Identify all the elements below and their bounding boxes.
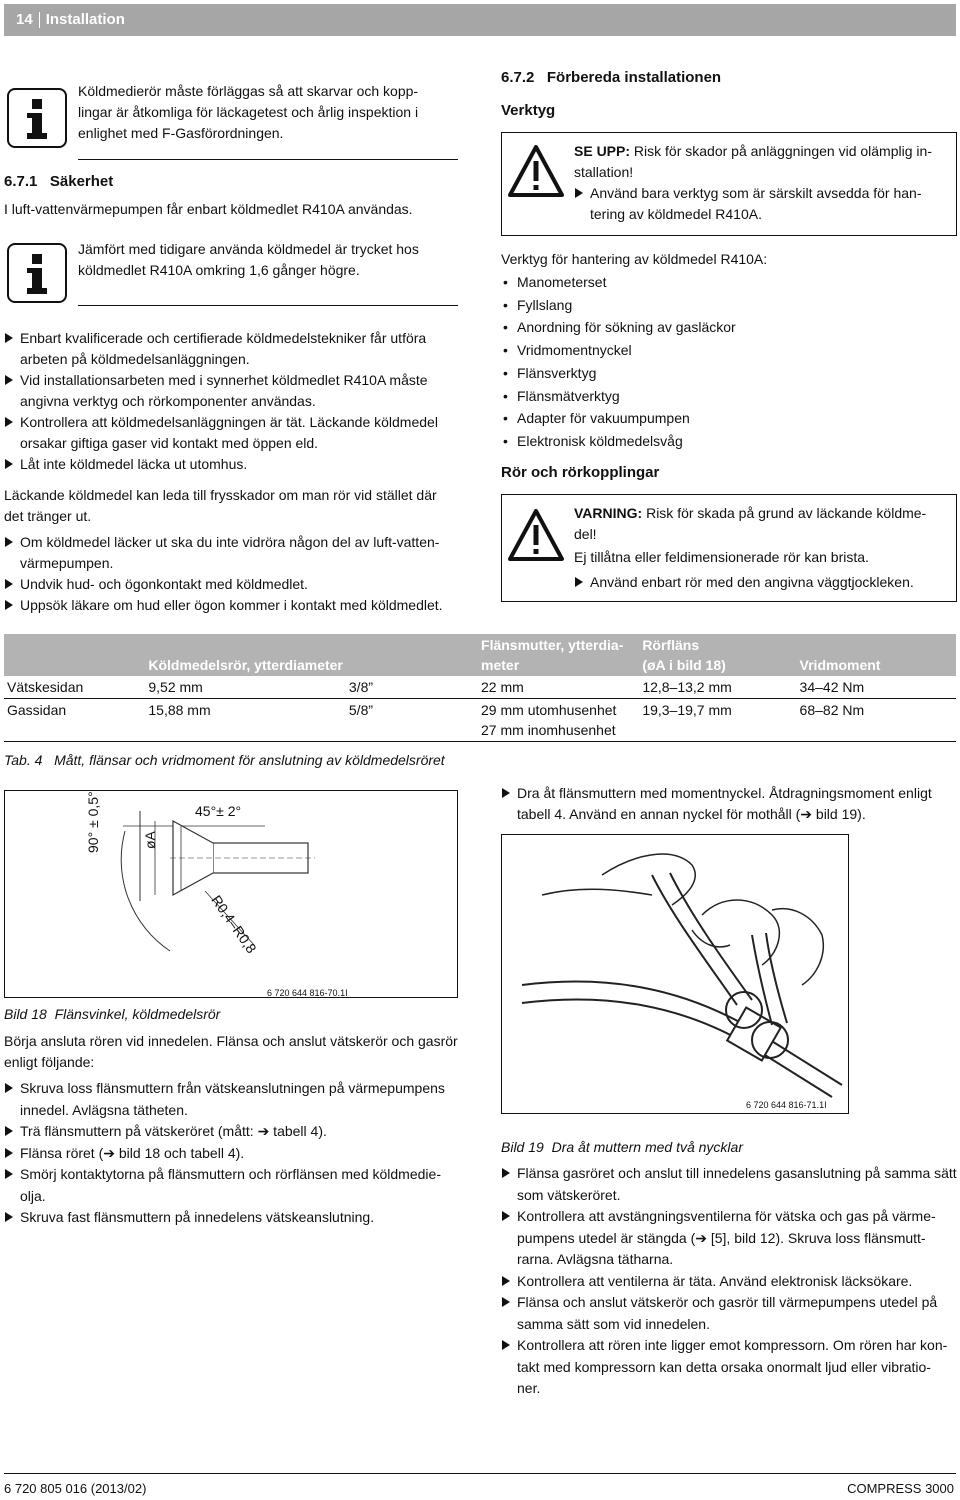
- caution-text: [574, 141, 954, 225]
- list-item-line: orsakar giftiga gaser vid kontakt med öppen eld.: [20, 435, 319, 451]
- list-item-line: tabell 4. Använd en annan nyckel för mothåll (➔ bild 19).: [517, 806, 866, 822]
- list-item: [4, 532, 464, 574]
- section-title: Förbereda installationen: [546, 69, 722, 86]
- footer-doc-code: 6 720 805 016 (2013/02): [4, 1481, 147, 1496]
- list-item-line: Kontrollera att ventilerna är täta. Använd elektronisk läcksökare.: [517, 1272, 913, 1289]
- warning-label: VARNING:: [574, 505, 643, 521]
- list-item-text: Flänsmätverktyg: [517, 387, 620, 404]
- list-item-line: Flänsa röret (➔ bild 18 och tabell 4).: [20, 1144, 245, 1161]
- table-header-cell: [797, 634, 956, 676]
- warning-line: Risk för skada på grund av läckande köldme-: [642, 505, 927, 521]
- table-cell: 19,3–19,7 mm: [639, 699, 796, 742]
- info-note-1-line: Köldmedierör måste förläggas så att skarvar och kopp-: [78, 83, 419, 99]
- list-item: [501, 783, 957, 825]
- list-item-line: Trä flänsmuttern på vätskeröret (mått: ➔ tabell 4).: [20, 1123, 327, 1139]
- vertical-angle-label: 90° ± 0,5°: [85, 791, 101, 853]
- section-title: Säkerhet: [49, 173, 114, 190]
- caption-text: Dra åt muttern med två nycklar: [551, 1139, 743, 1155]
- list-item-line: Kontrollera att rören inte ligger emot kompressorn. Om rören har kon-: [517, 1337, 948, 1353]
- angle-label: 45°± 2°: [195, 803, 242, 819]
- list-item: • Vridmomentnyckel: [503, 342, 632, 359]
- list-item-line: Låt inte köldmedel läcka ut utomhus.: [20, 456, 248, 472]
- divider: [78, 305, 458, 306]
- header-separator: [39, 12, 40, 28]
- pipes-heading: Rör och rörkopplingar: [501, 464, 660, 481]
- radius-label: R0,4–R0,8: [208, 892, 260, 957]
- caution-bullets: [574, 183, 954, 225]
- tools-intro: Verktyg för hantering av köldmedel R410A:: [501, 251, 768, 267]
- table-cell: 68–82 Nm: [797, 699, 956, 742]
- header-text: Flänsmutter, ytterdia-: [481, 637, 624, 653]
- torque-bullet: [501, 783, 957, 825]
- footer-product: COMPRESS 3000: [847, 1481, 954, 1496]
- caption-number: Bild 19: [501, 1139, 544, 1155]
- table-row: [4, 676, 956, 699]
- table-header-cell: [145, 634, 346, 676]
- list-item-line: Flänsa gasröret och anslut till innedelens gasanslutning på samma sätt: [517, 1165, 957, 1181]
- caution-box: [501, 132, 957, 236]
- list-item: [4, 1164, 464, 1207]
- warning-line: del!: [574, 526, 597, 542]
- tools-list: [501, 271, 941, 453]
- cell-line: 22 mm: [481, 679, 524, 695]
- table-cell: Gassidan: [4, 699, 145, 742]
- list-item: [501, 1206, 957, 1271]
- table-header-cell: [639, 634, 796, 676]
- list-item-line: rarna. Avlägsna tätharna.: [517, 1251, 674, 1267]
- footer-divider: [4, 1473, 956, 1474]
- leak-bullets: [4, 532, 464, 616]
- list-item-line: Skruva loss flänsmuttern från vätskeanslutningen på värmepumpens: [20, 1080, 445, 1096]
- table-header-cell: [478, 634, 639, 676]
- table-cell: [478, 699, 639, 742]
- two-wrenches-drawing: [502, 835, 848, 1113]
- list-item-text: Använd enbart rör med den angivna väggtjockleken.: [590, 574, 914, 590]
- caption-text: Flänsvinkel, köldmedelsrör: [54, 1006, 221, 1022]
- list-item-line: angivna verktyg och rörkomponenter användas.: [20, 393, 316, 409]
- cell-line: 27 mm inomhusenhet: [481, 722, 616, 738]
- list-item-text: Flänsverktyg: [517, 364, 597, 381]
- list-item: • Elektronisk köldmedelsvåg: [503, 432, 683, 449]
- header-text: Köldmedelsrör, ytterdiameter: [148, 657, 343, 673]
- list-item-line: ner.: [517, 1380, 541, 1396]
- header-text: Rörfläns: [642, 637, 700, 653]
- list-item-text: Anordning för sökning av gasläckor: [517, 319, 736, 336]
- warning-line: Ej tillåtna eller feldimensionerade rör kan brista.: [574, 549, 869, 565]
- list-item-line: pumpens utedel är stängda (➔ [5], bild 12). Skruva loss flänsmutt-: [517, 1229, 926, 1246]
- list-item-line: samma sätt som vid innedelen.: [517, 1315, 710, 1332]
- list-item-line: arbeten på köldmedelsanläggningen.: [20, 351, 250, 367]
- diameter-label: øA: [142, 831, 158, 849]
- figure-18-caption: [4, 1004, 220, 1025]
- table-cell: Vätskesidan: [4, 676, 145, 699]
- header-section: Installation: [45, 11, 125, 28]
- table-cell: 15,88 mm: [145, 699, 346, 742]
- table-caption: [4, 750, 445, 771]
- list-item-line: Använd bara verktyg som är särskilt avsedda för han-: [590, 185, 922, 201]
- list-item: [4, 1207, 464, 1229]
- section-number: 6.7.2: [501, 69, 535, 86]
- connection-bullets: [4, 1078, 464, 1229]
- list-item: [574, 572, 954, 593]
- table-cell: 5/8”: [346, 699, 478, 742]
- cell-line: 29 mm utomhusenhet: [481, 702, 617, 718]
- list-item-text: Manometerset: [517, 274, 607, 290]
- figure-code: 6 720 644 816-70.1I: [267, 988, 348, 998]
- safety-bullets: [4, 328, 464, 475]
- figure-18: [4, 790, 458, 998]
- header-text: Vridmoment: [799, 657, 881, 673]
- list-item: [4, 595, 464, 616]
- table-row: [4, 699, 956, 742]
- list-item-line: Kontrollera att köldmedelsanläggningen är tät. Läckande köldmedel: [20, 414, 438, 430]
- warning-bullets: [574, 572, 954, 593]
- paragraph-line: Läckande köldmedel kan leda till frysskador om man rör vid stället där: [4, 487, 437, 503]
- list-item: [574, 183, 954, 225]
- header-text: meter: [481, 657, 520, 673]
- caution-line: stallation!: [574, 164, 634, 180]
- info-note-2-line: köldmedlet R410A omkring 1,6 gånger högre.: [78, 262, 360, 278]
- list-item: • Anordning för sökning av gasläckor: [503, 319, 736, 336]
- list-item-line: tering av köldmedel R410A.: [590, 206, 762, 222]
- section-number: 6.7.1: [4, 173, 38, 190]
- info-note-2-line: Jämfört med tidigare använda köldmedel är trycket hos: [78, 241, 419, 257]
- info-note-2: [78, 239, 468, 281]
- paragraph-line: Börja ansluta rören vid innedelen. Flänsa och anslut vätskerör och gasrör: [4, 1033, 458, 1049]
- list-item: [4, 1143, 464, 1165]
- list-item-line: Vid installationsarbeten med i synnerhet köldmedlet R410A måste: [20, 372, 428, 388]
- figure-code: 6 720 644 816-71.1I: [746, 1100, 827, 1110]
- caption-number: Bild 18: [4, 1006, 47, 1022]
- list-item: [4, 454, 464, 475]
- list-item-line: som vätskeröret.: [517, 1186, 621, 1203]
- list-item: [4, 328, 464, 370]
- table-cell: 12,8–13,2 mm: [639, 676, 796, 699]
- connection-paragraph: [4, 1031, 464, 1073]
- tools-heading: Verktyg: [501, 102, 556, 119]
- paragraph-line: enligt följande:: [4, 1054, 95, 1070]
- list-item: [4, 574, 464, 595]
- list-item: • Flänsmätverktyg: [503, 387, 620, 404]
- list-item: [4, 370, 464, 412]
- list-item-line: värmepumpen.: [20, 555, 114, 571]
- list-item-line: Smörj kontaktytorna på flänsmuttern och rörflänsen med köldmedie-: [20, 1166, 441, 1182]
- spec-table: [4, 634, 956, 742]
- warning-text: [574, 503, 954, 593]
- list-item: • Manometerset: [503, 274, 607, 290]
- caution-label: SE UPP:: [574, 143, 631, 159]
- divider: [78, 159, 458, 160]
- list-item-text: Elektronisk köldmedelsvåg: [517, 432, 683, 449]
- table-cell: 34–42 Nm: [797, 676, 956, 699]
- list-item: [501, 1271, 957, 1293]
- list-item-line: Kontrollera att avstängningsventilerna för vätska och gas på värme-: [517, 1208, 936, 1224]
- table-header-row: [4, 634, 956, 676]
- header-text: (øA i bild 18): [642, 657, 726, 673]
- intro-paragraph: I luft-vattenvärmepumpen får enbart köldmedlet R410A användas.: [4, 201, 413, 217]
- list-item: [501, 1163, 957, 1206]
- table-cell: [478, 676, 639, 699]
- table-cell: 9,52 mm: [145, 676, 346, 699]
- list-item-line: Undvik hud- och ögonkontakt med köldmedlet.: [20, 576, 308, 592]
- leak-paragraph: [4, 485, 464, 527]
- page-number: 14: [16, 11, 33, 28]
- list-item: [4, 1078, 464, 1121]
- list-item-line: Enbart kvalificerade och certifierade köldmedelstekniker får utföra: [20, 330, 427, 346]
- final-bullets: [501, 1163, 957, 1400]
- page-header: [4, 4, 956, 36]
- warning-triangle-icon: [506, 143, 566, 199]
- warning-triangle-icon: [506, 507, 566, 563]
- list-item: • Flänsverktyg: [503, 364, 597, 381]
- info-note-1-line: enlighet med F-Gasförordningen.: [78, 125, 284, 141]
- list-item-line: Flänsa och anslut vätskerör och gasrör till värmepumpens utedel på: [517, 1294, 938, 1310]
- list-item: • Adapter för vakuumpumpen: [503, 410, 690, 427]
- table-header-cell: [4, 634, 145, 676]
- list-item-text: Fyllslang: [517, 296, 573, 313]
- table-header-cell: [346, 634, 478, 676]
- warning-box: [501, 494, 957, 602]
- list-item-line: Dra åt flänsmuttern med momentnyckel. Åtdragningsmoment enligt: [517, 785, 932, 801]
- info-note-1: [78, 81, 468, 144]
- section-heading-6-7-1: [4, 171, 113, 192]
- list-item-text: Adapter för vakuumpumpen: [517, 410, 690, 427]
- list-item: [501, 1335, 957, 1400]
- caption-number: Tab. 4: [4, 752, 43, 768]
- list-item-text: Vridmomentnyckel: [517, 342, 632, 359]
- figure-19: [501, 834, 849, 1114]
- list-item: [501, 1292, 957, 1335]
- list-item-line: olja.: [20, 1187, 46, 1204]
- caution-line: Risk för skador på anläggningen vid olämplig in-: [630, 143, 932, 159]
- table-cell: 3/8”: [346, 676, 478, 699]
- info-icon: [7, 243, 67, 303]
- figure-19-caption: [501, 1137, 743, 1158]
- list-item-line: Skruva fast flänsmuttern på innedelens vätskeanslutning.: [20, 1209, 375, 1225]
- info-note-1-line: lingar är åtkomliga för läckagetest och årlig inspektion i: [78, 104, 419, 120]
- list-item-line: Uppsök läkare om hud eller ögon kommer i kontakt med köldmedlet.: [20, 597, 443, 613]
- list-item-line: Om köldmedel läcker ut ska du inte vidröra någon del av luft-vatten-: [20, 534, 440, 550]
- list-item: • Fyllslang: [503, 296, 573, 313]
- list-item: [4, 1121, 464, 1143]
- list-item: [4, 412, 464, 454]
- list-item-line: innedel. Avlägsna tätheten.: [20, 1101, 188, 1118]
- section-heading-6-7-2: [501, 67, 721, 88]
- caption-text: Mått, flänsar och vridmoment för anslutning av köldmedelsröret: [54, 752, 445, 768]
- list-item-line: takt med kompressorn kan detta orsaka onormalt ljud eller vibratio-: [517, 1358, 931, 1375]
- info-icon: [7, 88, 67, 148]
- paragraph-line: det tränger ut.: [4, 508, 92, 524]
